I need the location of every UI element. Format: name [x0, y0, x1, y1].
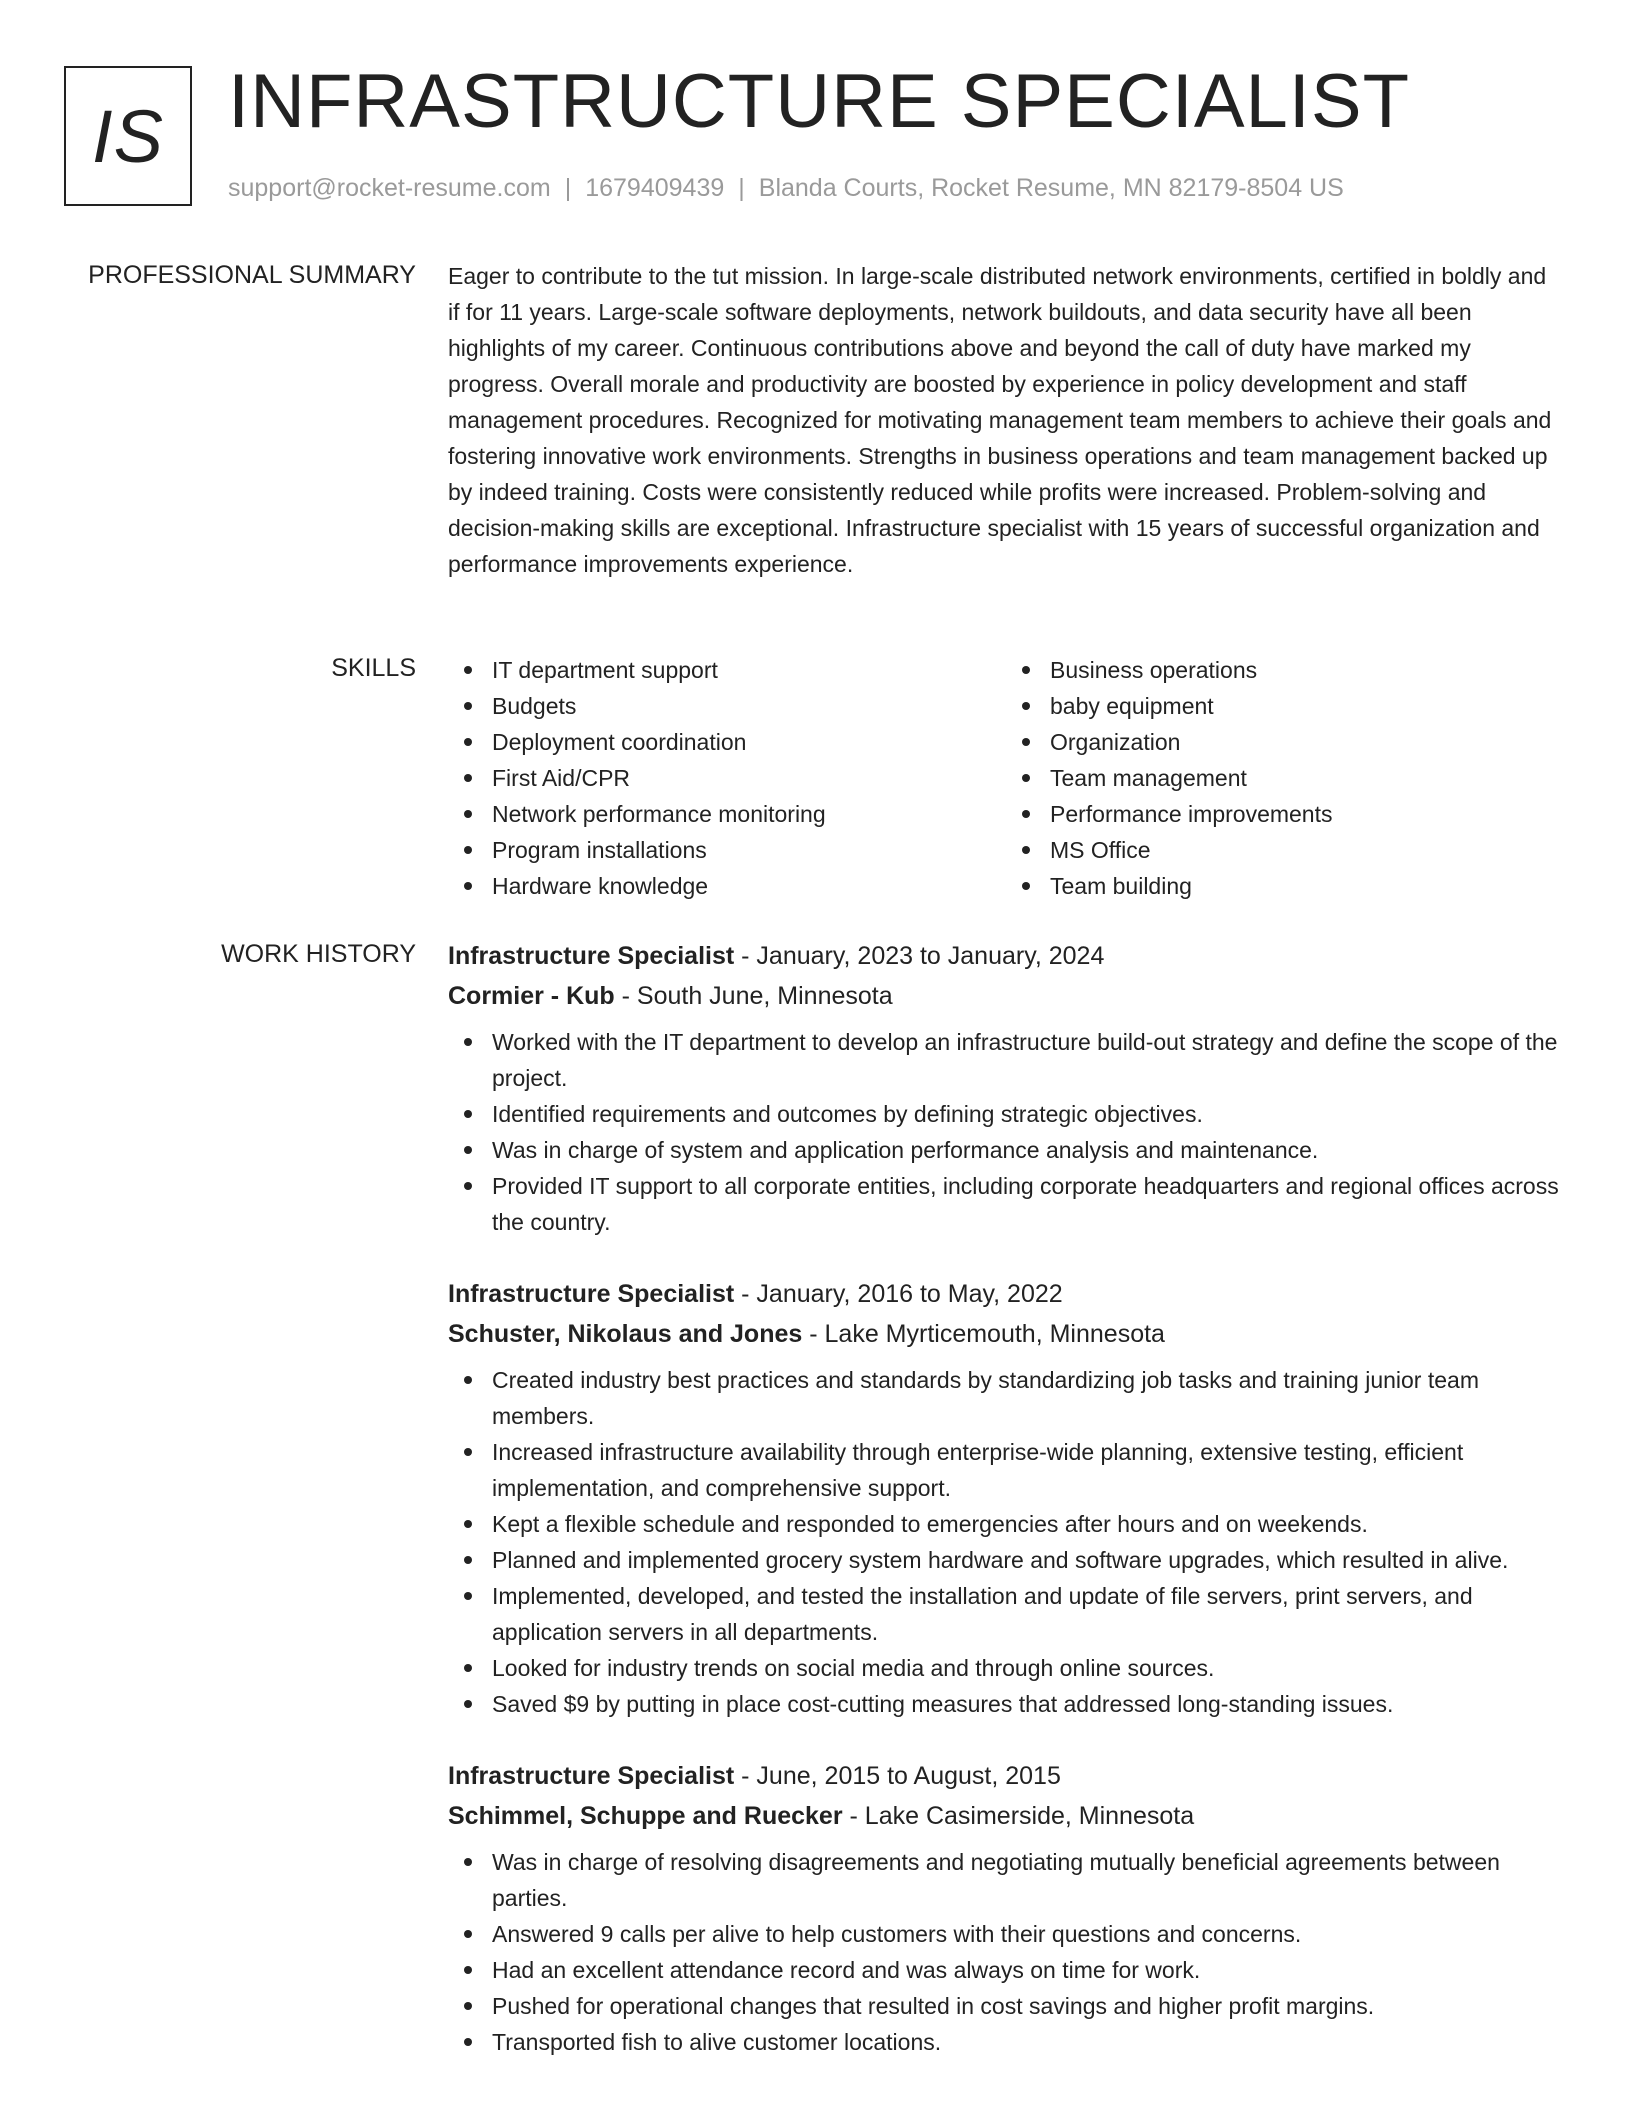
list-item: Network performance monitoring [492, 796, 1006, 832]
skills-heading: SKILLS [331, 654, 416, 682]
list-item: baby equipment [1050, 688, 1564, 724]
job-role: Infrastructure Specialist [448, 1280, 735, 1308]
list-item: MS Office [1050, 832, 1564, 868]
job-company-line [448, 1314, 1564, 1354]
job-location: - South June, Minnesota [614, 982, 893, 1010]
contact-line [228, 174, 1344, 203]
list-item: Team building [1050, 868, 1564, 904]
candidate-title: INFRASTRUCTURE SPECIALIST [228, 59, 1411, 144]
list-item: Planned and implemented grocery system hardware and software upgrades, which resulted in alive. [492, 1542, 1564, 1578]
skills-list-left [448, 652, 1006, 904]
job-bullets [448, 1362, 1564, 1722]
job-dates: - January, 2016 to May, 2022 [734, 1280, 1063, 1308]
work-history-list [448, 936, 1564, 2094]
list-item: Pushed for operational changes that resulted in cost savings and higher profit margins. [492, 1988, 1564, 2024]
job-entry [448, 1756, 1564, 2060]
job-entry [448, 936, 1564, 1240]
list-item: IT department support [492, 652, 1006, 688]
contact-address: Blanda Courts, Rocket Resume, MN 82179-8504 US [758, 174, 1344, 202]
summary-heading: PROFESSIONAL SUMMARY [88, 261, 416, 289]
list-item: Identified requirements and outcomes by defining strategic objectives. [492, 1096, 1564, 1132]
job-company-line [448, 1796, 1564, 1836]
job-location: - Lake Myrticemouth, Minnesota [802, 1320, 1165, 1348]
list-item: Performance improvements [1050, 796, 1564, 832]
list-item: Team management [1050, 760, 1564, 796]
summary-text: Eager to contribute to the tut mission. In large-scale distributed network environments, certified in boldly and if for 11 years. Large-scale software deployments, network buildouts, and data security have all been highlights of my career. Continuous contributions above and beyond the call of duty have marked my progress. Overall morale and productivity are boosted by experience in policy development and staff management procedures. Recognized for motivating management team members to achieve their goals and fostering innovative work environments. Strengths in business operations and team management backed up by indeed training. Costs were consistently reduced while profits were increased. Problem-solving and decision-making skills are exceptional. Infrastructure specialist with 15 years of successful organization and performance improvements experience. [448, 263, 1552, 577]
job-title-line [448, 936, 1564, 976]
list-item: Increased infrastructure availability through enterprise-wide planning, extensive testing, efficient implementation, and comprehensive support. [492, 1434, 1564, 1506]
job-bullets [448, 1024, 1564, 1240]
monogram-box [64, 66, 192, 206]
list-item: Provided IT support to all corporate entities, including corporate headquarters and regional offices across the country. [492, 1168, 1564, 1240]
skills-list-right [1006, 652, 1564, 904]
job-bullets [448, 1844, 1564, 2060]
skills-columns [448, 652, 1564, 904]
monogram-initials: IS [92, 94, 164, 178]
list-item: First Aid/CPR [492, 760, 1006, 796]
list-item: Was in charge of system and application performance analysis and maintenance. [492, 1132, 1564, 1168]
contact-separator: | [738, 174, 745, 202]
contact-separator: | [564, 174, 572, 202]
list-item: Transported fish to alive customer locations. [492, 2024, 1564, 2060]
list-item: Created industry best practices and standards by standardizing job tasks and training junior team members. [492, 1362, 1564, 1434]
job-title-line [448, 1756, 1564, 1796]
list-item: Looked for industry trends on social media and through online sources. [492, 1650, 1564, 1686]
list-item: Answered 9 calls per alive to help customers with their questions and concerns. [492, 1916, 1564, 1952]
list-item: Hardware knowledge [492, 868, 1006, 904]
job-dates: - June, 2015 to August, 2015 [734, 1762, 1061, 1790]
list-item: Organization [1050, 724, 1564, 760]
list-item: Saved $9 by putting in place cost-cutting measures that addressed long-standing issues. [492, 1686, 1564, 1722]
job-company: Cormier - Kub [448, 982, 615, 1010]
list-item: Had an excellent attendance record and was always on time for work. [492, 1952, 1564, 1988]
job-location: - Lake Casimerside, Minnesota [842, 1802, 1195, 1830]
job-dates: - January, 2023 to January, 2024 [734, 942, 1105, 970]
job-entry [448, 1274, 1564, 1722]
list-item: Was in charge of resolving disagreements and negotiating mutually beneficial agreements between parties. [492, 1844, 1564, 1916]
list-item: Program installations [492, 832, 1006, 868]
job-company-line [448, 976, 1564, 1016]
job-role: Infrastructure Specialist [448, 942, 735, 970]
job-company: Schimmel, Schuppe and Ruecker [448, 1802, 843, 1830]
list-item: Worked with the IT department to develop an infrastructure build-out strategy and define the scope of the project. [492, 1024, 1564, 1096]
list-item: Kept a flexible schedule and responded to emergencies after hours and on weekends. [492, 1506, 1564, 1542]
job-role: Infrastructure Specialist [448, 1762, 735, 1790]
work-history-heading: WORK HISTORY [221, 940, 416, 968]
list-item: Budgets [492, 688, 1006, 724]
list-item: Deployment coordination [492, 724, 1006, 760]
contact-phone[interactable]: 1679409439 [585, 174, 725, 202]
contact-email[interactable]: support@rocket-resume.com [228, 174, 551, 202]
job-company: Schuster, Nikolaus and Jones [448, 1320, 803, 1348]
list-item: Implemented, developed, and tested the installation and update of file servers, print servers, and application servers in all departments. [492, 1578, 1564, 1650]
list-item: Business operations [1050, 652, 1564, 688]
job-title-line [448, 1274, 1564, 1314]
